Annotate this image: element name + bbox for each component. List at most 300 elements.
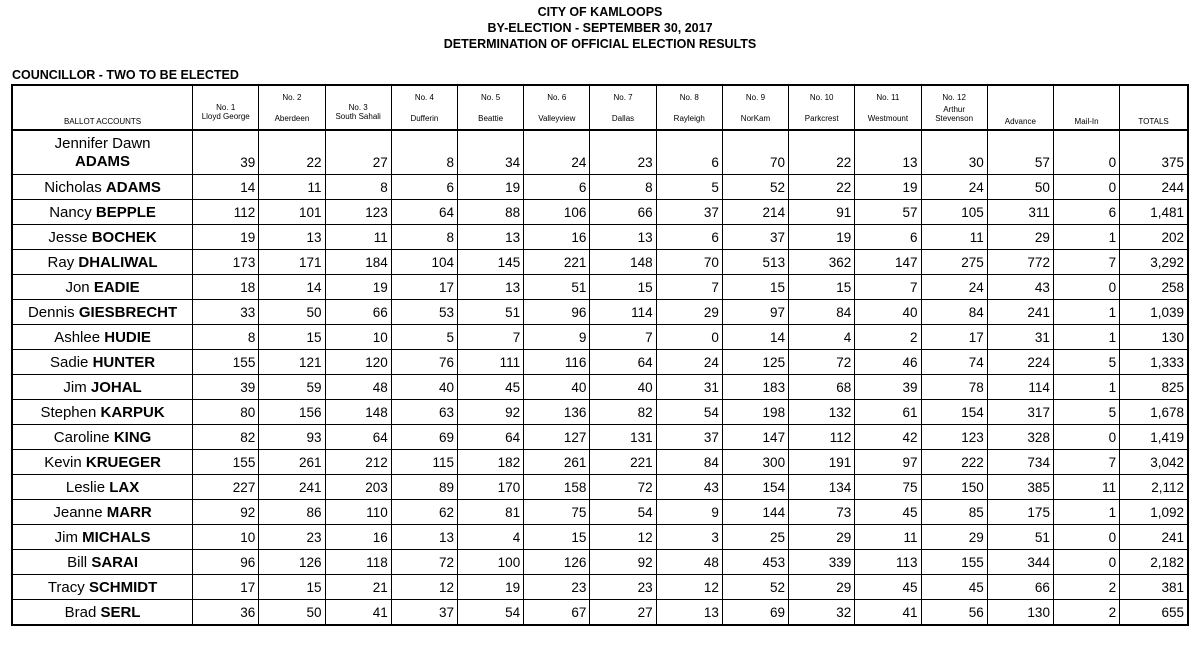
candidate-first-name: Nancy: [49, 203, 92, 221]
vote-count-cell: 50: [259, 599, 325, 624]
vote-count-cell: 39: [193, 130, 259, 174]
vote-count-cell: 29: [789, 574, 855, 599]
vote-count-cell: 132: [789, 399, 855, 424]
vote-count-cell: 170: [457, 474, 523, 499]
location-number: No. 4: [414, 93, 434, 102]
location-number: No. 7: [613, 93, 633, 102]
vote-count-cell: 158: [524, 474, 590, 499]
vote-count-cell: 19: [789, 224, 855, 249]
vote-count-cell: 13: [656, 599, 722, 624]
vote-count-cell: 112: [193, 199, 259, 224]
candidate-first-name: Jesse: [48, 228, 88, 246]
vote-count-cell: 13: [259, 224, 325, 249]
vote-count-cell: 4: [457, 524, 523, 549]
vote-count-cell: 15: [722, 274, 788, 299]
advance-votes-cell: 130: [987, 599, 1053, 624]
vote-count-cell: 30: [921, 130, 987, 174]
table-row: [13, 249, 1187, 274]
location-name: Valleyview: [538, 114, 576, 123]
candidate-last-name: HUNTER: [92, 353, 156, 371]
vote-count-cell: 66: [590, 199, 656, 224]
vote-count-cell: 53: [391, 299, 457, 324]
total-votes-cell: 258: [1120, 274, 1187, 299]
vote-count-cell: 51: [457, 299, 523, 324]
advance-votes-cell: 385: [987, 474, 1053, 499]
vote-count-cell: 56: [921, 599, 987, 624]
location-name: NorKam: [740, 114, 771, 123]
vote-count-cell: 29: [921, 524, 987, 549]
candidate-name: [13, 324, 193, 349]
vote-count-cell: 5: [656, 174, 722, 199]
candidate-last-name: KING: [113, 428, 152, 446]
vote-count-cell: 12: [391, 574, 457, 599]
vote-count-cell: 37: [391, 599, 457, 624]
vote-count-cell: 126: [524, 549, 590, 574]
total-votes-cell: 241: [1120, 524, 1187, 549]
vote-count-cell: 134: [789, 474, 855, 499]
vote-count-cell: 6: [855, 224, 921, 249]
vote-count-cell: 212: [325, 449, 391, 474]
vote-count-cell: 7: [855, 274, 921, 299]
candidate-first-name: Jeanne: [53, 503, 103, 521]
candidate-name: [13, 249, 193, 274]
total-votes-cell: 2,112: [1120, 474, 1187, 499]
vote-count-cell: 339: [789, 549, 855, 574]
vote-count-cell: 15: [524, 524, 590, 549]
candidate-last-name: HUDIE: [104, 328, 151, 346]
results-table: [13, 86, 1187, 624]
vote-count-cell: 45: [921, 574, 987, 599]
vote-count-cell: 51: [524, 274, 590, 299]
vote-count-cell: 118: [325, 549, 391, 574]
vote-count-cell: 50: [259, 299, 325, 324]
vote-count-cell: 42: [855, 424, 921, 449]
vote-count-cell: 45: [855, 499, 921, 524]
vote-count-cell: 84: [656, 449, 722, 474]
location-header: [921, 86, 987, 130]
vote-count-cell: 203: [325, 474, 391, 499]
vote-count-cell: 148: [325, 399, 391, 424]
vote-count-cell: 74: [921, 349, 987, 374]
vote-count-cell: 96: [193, 549, 259, 574]
candidate-name: [13, 524, 193, 549]
mailin-votes-cell: 1: [1053, 299, 1119, 324]
vote-count-cell: 155: [193, 349, 259, 374]
vote-count-cell: 29: [789, 524, 855, 549]
candidate-name: [13, 449, 193, 474]
mailin-votes-cell: 0: [1053, 274, 1119, 299]
candidate-first-name: Kevin: [44, 453, 82, 471]
total-votes-cell: 825: [1120, 374, 1187, 399]
vote-count-cell: 97: [722, 299, 788, 324]
vote-count-cell: 64: [391, 199, 457, 224]
vote-count-cell: 57: [855, 199, 921, 224]
candidate-first-name: Dennis: [27, 303, 75, 321]
advance-header: Advance: [987, 86, 1053, 130]
vote-count-cell: 46: [855, 349, 921, 374]
vote-count-cell: 81: [457, 499, 523, 524]
location-name: Beattie: [478, 114, 504, 123]
vote-count-cell: 147: [722, 424, 788, 449]
candidate-last-name: JOHAL: [90, 378, 142, 396]
vote-count-cell: 182: [457, 449, 523, 474]
vote-count-cell: 148: [590, 249, 656, 274]
vote-count-cell: 54: [590, 499, 656, 524]
document-header: [0, 4, 1200, 52]
vote-count-cell: 155: [193, 449, 259, 474]
mailin-votes-cell: 2: [1053, 599, 1119, 624]
location-name: Lloyd George: [201, 112, 250, 121]
candidate-first-name: Brad: [64, 604, 97, 621]
location-name: Dallas: [611, 114, 635, 123]
vote-count-cell: 144: [722, 499, 788, 524]
vote-count-cell: 147: [855, 249, 921, 274]
vote-count-cell: 12: [656, 574, 722, 599]
vote-count-cell: 78: [921, 374, 987, 399]
vote-count-cell: 6: [524, 174, 590, 199]
vote-count-cell: 104: [391, 249, 457, 274]
vote-count-cell: 123: [325, 199, 391, 224]
location-name: Dufferin: [410, 114, 439, 123]
vote-count-cell: 34: [457, 130, 523, 174]
vote-count-cell: 61: [855, 399, 921, 424]
vote-count-cell: 362: [789, 249, 855, 274]
total-votes-cell: 1,678: [1120, 399, 1187, 424]
candidate-name: [13, 499, 193, 524]
vote-count-cell: 24: [921, 174, 987, 199]
table-row: [13, 549, 1187, 574]
vote-count-cell: 8: [391, 224, 457, 249]
vote-count-cell: 18: [193, 274, 259, 299]
candidate-first-name: Leslie: [65, 478, 106, 496]
candidate-last-name: BOCHEK: [91, 228, 157, 246]
candidate-last-name: SCHMIDT: [88, 578, 158, 596]
vote-count-cell: 80: [193, 399, 259, 424]
vote-count-cell: 184: [325, 249, 391, 274]
vote-count-cell: 89: [391, 474, 457, 499]
vote-count-cell: 24: [656, 349, 722, 374]
location-header: [391, 86, 457, 130]
advance-votes-cell: 29: [987, 224, 1053, 249]
vote-count-cell: 23: [259, 524, 325, 549]
location-header: [855, 86, 921, 130]
vote-count-cell: 19: [325, 274, 391, 299]
advance-votes-cell: 772: [987, 249, 1053, 274]
vote-count-cell: 3: [656, 524, 722, 549]
table-row: [13, 374, 1187, 399]
vote-count-cell: 156: [259, 399, 325, 424]
vote-count-cell: 39: [193, 374, 259, 399]
total-votes-cell: 1,039: [1120, 299, 1187, 324]
vote-count-cell: 6: [391, 174, 457, 199]
vote-count-cell: 17: [921, 324, 987, 349]
vote-count-cell: 43: [656, 474, 722, 499]
table-row: [13, 499, 1187, 524]
location-name: Parkcrest: [804, 114, 839, 123]
vote-count-cell: 22: [789, 130, 855, 174]
vote-count-cell: 72: [789, 349, 855, 374]
vote-count-cell: 22: [789, 174, 855, 199]
vote-count-cell: 15: [590, 274, 656, 299]
table-header-row: [13, 86, 1187, 130]
vote-count-cell: 63: [391, 399, 457, 424]
vote-count-cell: 120: [325, 349, 391, 374]
vote-count-cell: 67: [524, 599, 590, 624]
candidate-name: [13, 349, 193, 374]
vote-count-cell: 17: [193, 574, 259, 599]
vote-count-cell: 106: [524, 199, 590, 224]
table-row: [13, 449, 1187, 474]
vote-count-cell: 23: [590, 130, 656, 174]
vote-count-cell: 198: [722, 399, 788, 424]
candidate-first-name: Jennifer Dawn: [54, 134, 151, 152]
vote-count-cell: 7: [457, 324, 523, 349]
total-votes-cell: 381: [1120, 574, 1187, 599]
vote-count-cell: 112: [789, 424, 855, 449]
vote-count-cell: 33: [193, 299, 259, 324]
totals-header: TOTALS: [1120, 86, 1187, 130]
location-number: No. 8: [679, 93, 699, 102]
table-row: [13, 224, 1187, 249]
vote-count-cell: 84: [789, 299, 855, 324]
candidate-name: [13, 199, 193, 224]
candidate-name: [13, 399, 193, 424]
vote-count-cell: 73: [789, 499, 855, 524]
vote-count-cell: 48: [656, 549, 722, 574]
vote-count-cell: 15: [259, 574, 325, 599]
location-number: No. 5: [481, 93, 501, 102]
vote-count-cell: 75: [524, 499, 590, 524]
vote-count-cell: 92: [457, 399, 523, 424]
vote-count-cell: 8: [325, 174, 391, 199]
vote-count-cell: 75: [855, 474, 921, 499]
vote-count-cell: 116: [524, 349, 590, 374]
location-name: Aberdeen: [274, 114, 310, 123]
location-number: No. 6: [547, 93, 567, 102]
candidate-last-name: KARPUK: [100, 403, 165, 421]
vote-count-cell: 40: [855, 299, 921, 324]
candidate-last-name: MARR: [106, 503, 152, 521]
vote-count-cell: 191: [789, 449, 855, 474]
ballot-accounts-header: BALLOT ACCOUNTS: [13, 86, 193, 130]
vote-count-cell: 36: [193, 599, 259, 624]
vote-count-cell: 513: [722, 249, 788, 274]
vote-count-cell: 183: [722, 374, 788, 399]
mailin-votes-cell: 0: [1053, 174, 1119, 199]
vote-count-cell: 32: [789, 599, 855, 624]
candidate-name: [13, 374, 193, 399]
total-votes-cell: 3,042: [1120, 449, 1187, 474]
vote-count-cell: 13: [391, 524, 457, 549]
vote-count-cell: 82: [590, 399, 656, 424]
vote-count-cell: 101: [259, 199, 325, 224]
vote-count-cell: 136: [524, 399, 590, 424]
vote-count-cell: 125: [722, 349, 788, 374]
vote-count-cell: 14: [722, 324, 788, 349]
location-name: Arthur Stevenson: [935, 105, 974, 123]
vote-count-cell: 123: [921, 424, 987, 449]
vote-count-cell: 12: [590, 524, 656, 549]
results-table-container: [11, 84, 1189, 626]
vote-count-cell: 31: [656, 374, 722, 399]
vote-count-cell: 45: [457, 374, 523, 399]
vote-count-cell: 127: [524, 424, 590, 449]
vote-count-cell: 13: [590, 224, 656, 249]
advance-votes-cell: 224: [987, 349, 1053, 374]
vote-count-cell: 23: [590, 574, 656, 599]
advance-votes-cell: 57: [987, 130, 1053, 174]
vote-count-cell: 52: [722, 174, 788, 199]
vote-count-cell: 69: [722, 599, 788, 624]
table-row: [13, 174, 1187, 199]
advance-votes-cell: 734: [987, 449, 1053, 474]
vote-count-cell: 64: [457, 424, 523, 449]
advance-votes-cell: 66: [987, 574, 1053, 599]
vote-count-cell: 39: [855, 374, 921, 399]
candidate-first-name: Sadie: [50, 353, 89, 371]
vote-count-cell: 145: [457, 249, 523, 274]
candidate-first-name: Tracy: [47, 578, 85, 596]
vote-count-cell: 13: [457, 274, 523, 299]
candidate-first-name: Ashlee: [54, 328, 101, 346]
vote-count-cell: 8: [193, 324, 259, 349]
vote-count-cell: 155: [921, 549, 987, 574]
advance-votes-cell: 51: [987, 524, 1053, 549]
location-number: No. 1: [216, 103, 236, 112]
candidate-first-name: Ray: [47, 253, 75, 271]
location-header: [325, 86, 391, 130]
vote-count-cell: 52: [722, 574, 788, 599]
mailin-votes-cell: 11: [1053, 474, 1119, 499]
vote-count-cell: 24: [524, 130, 590, 174]
total-votes-cell: 1,419: [1120, 424, 1187, 449]
mailin-votes-cell: 1: [1053, 324, 1119, 349]
vote-count-cell: 2: [855, 324, 921, 349]
vote-count-cell: 241: [259, 474, 325, 499]
vote-count-cell: 115: [391, 449, 457, 474]
vote-count-cell: 19: [457, 174, 523, 199]
vote-count-cell: 100: [457, 549, 523, 574]
total-votes-cell: 655: [1120, 599, 1187, 624]
election-title: BY-ELECTION - SEPTEMBER 30, 2017: [487, 21, 713, 35]
candidate-last-name: LAX: [109, 478, 140, 496]
table-row: [13, 130, 1187, 174]
mailin-votes-cell: 0: [1053, 130, 1119, 174]
vote-count-cell: 16: [325, 524, 391, 549]
table-row: [13, 599, 1187, 624]
vote-count-cell: 72: [391, 549, 457, 574]
vote-count-cell: 41: [855, 599, 921, 624]
vote-count-cell: 221: [590, 449, 656, 474]
vote-count-cell: 88: [457, 199, 523, 224]
vote-count-cell: 82: [193, 424, 259, 449]
vote-count-cell: 110: [325, 499, 391, 524]
candidate-name: [13, 174, 193, 199]
candidate-last-name: GIESBRECHT: [78, 303, 178, 321]
location-header: [524, 86, 590, 130]
vote-count-cell: 22: [259, 130, 325, 174]
mailin-votes-cell: 7: [1053, 249, 1119, 274]
vote-count-cell: 13: [457, 224, 523, 249]
candidate-last-name: DHALIWAL: [78, 253, 158, 271]
vote-count-cell: 16: [524, 224, 590, 249]
candidate-last-name: ADAMS: [75, 152, 131, 170]
vote-count-cell: 221: [524, 249, 590, 274]
vote-count-cell: 222: [921, 449, 987, 474]
vote-count-cell: 5: [391, 324, 457, 349]
candidate-last-name: KRUEGER: [85, 453, 161, 471]
vote-count-cell: 23: [524, 574, 590, 599]
total-votes-cell: 3,292: [1120, 249, 1187, 274]
vote-count-cell: 154: [722, 474, 788, 499]
candidate-last-name: SERL: [100, 604, 141, 621]
vote-count-cell: 154: [921, 399, 987, 424]
total-votes-cell: 2,182: [1120, 549, 1187, 574]
mailin-votes-cell: 1: [1053, 374, 1119, 399]
vote-count-cell: 10: [325, 324, 391, 349]
candidate-name: [13, 224, 193, 249]
table-row: [13, 524, 1187, 549]
vote-count-cell: 173: [193, 249, 259, 274]
vote-count-cell: 453: [722, 549, 788, 574]
vote-count-cell: 96: [524, 299, 590, 324]
vote-count-cell: 45: [855, 574, 921, 599]
vote-count-cell: 111: [457, 349, 523, 374]
vote-count-cell: 6: [656, 224, 722, 249]
vote-count-cell: 126: [259, 549, 325, 574]
candidate-first-name: Jim: [54, 528, 78, 546]
section-title: COUNCILLOR - TWO TO BE ELECTED: [12, 68, 239, 82]
vote-count-cell: 40: [391, 374, 457, 399]
vote-count-cell: 275: [921, 249, 987, 274]
candidate-name: [13, 599, 193, 624]
candidate-name: [13, 299, 193, 324]
vote-count-cell: 24: [921, 274, 987, 299]
vote-count-cell: 27: [590, 599, 656, 624]
candidate-name: [13, 424, 193, 449]
vote-count-cell: 9: [656, 499, 722, 524]
advance-votes-cell: 317: [987, 399, 1053, 424]
vote-count-cell: 37: [722, 224, 788, 249]
vote-count-cell: 131: [590, 424, 656, 449]
vote-count-cell: 37: [656, 199, 722, 224]
location-header: [722, 86, 788, 130]
location-header: [656, 86, 722, 130]
table-row: [13, 399, 1187, 424]
location-number: No. 2: [282, 93, 302, 102]
advance-votes-cell: 50: [987, 174, 1053, 199]
vote-count-cell: 11: [325, 224, 391, 249]
location-number: No. 11: [876, 93, 900, 102]
vote-count-cell: 72: [590, 474, 656, 499]
vote-count-cell: 15: [259, 324, 325, 349]
vote-count-cell: 17: [391, 274, 457, 299]
location-header: [590, 86, 656, 130]
advance-votes-cell: 175: [987, 499, 1053, 524]
vote-count-cell: 227: [193, 474, 259, 499]
advance-votes-cell: 114: [987, 374, 1053, 399]
mailin-votes-cell: 0: [1053, 524, 1119, 549]
candidate-last-name: EADIE: [93, 278, 140, 296]
candidate-name: [13, 130, 193, 174]
total-votes-cell: 130: [1120, 324, 1187, 349]
location-header: [457, 86, 523, 130]
vote-count-cell: 11: [921, 224, 987, 249]
mailin-votes-cell: 5: [1053, 349, 1119, 374]
vote-count-cell: 4: [789, 324, 855, 349]
vote-count-cell: 64: [325, 424, 391, 449]
vote-count-cell: 150: [921, 474, 987, 499]
